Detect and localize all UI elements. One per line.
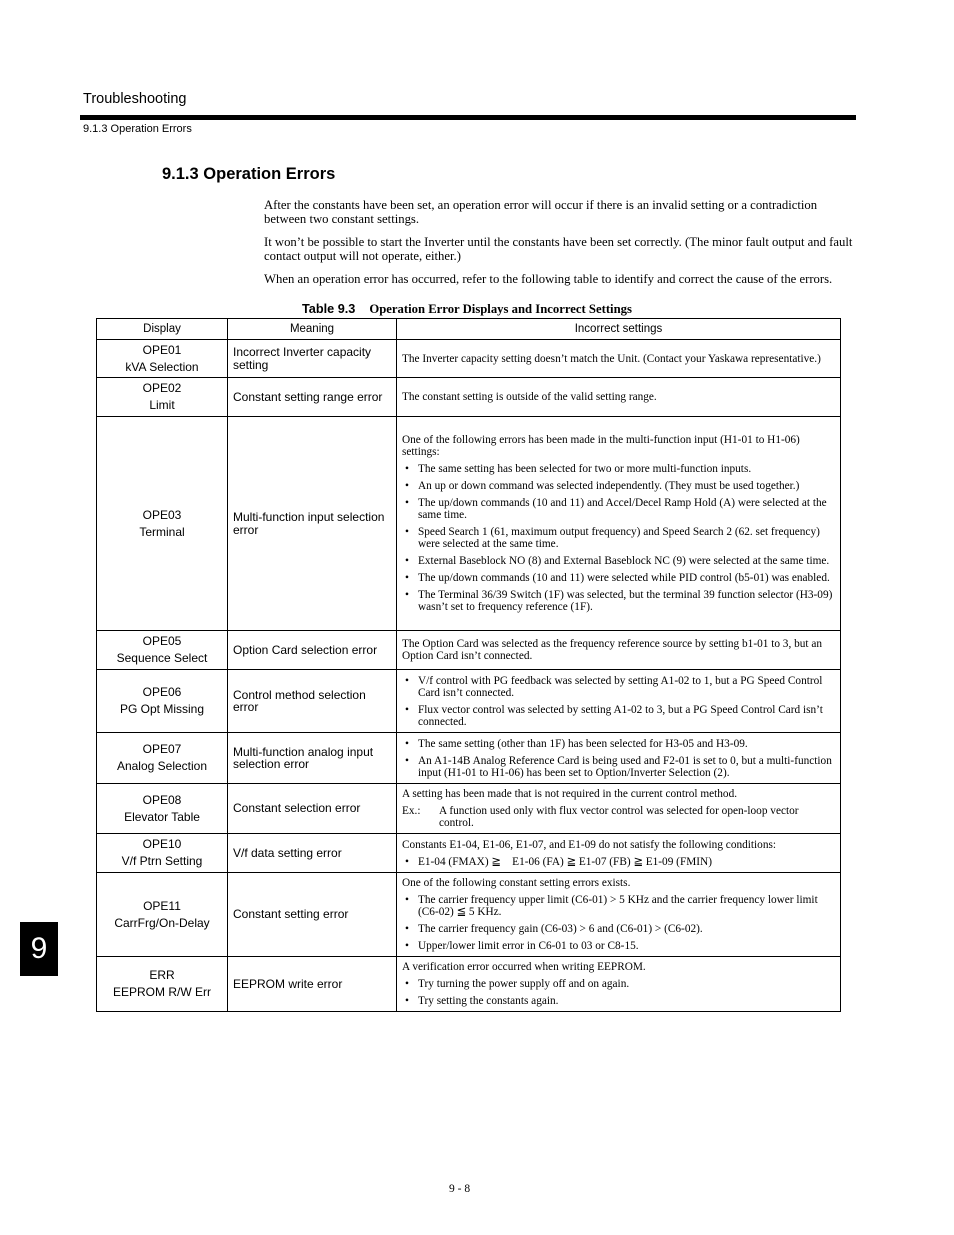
settings-bullet: • The same setting (other than 1F) has been selected for H3-05 and H3-09. bbox=[402, 738, 834, 750]
display-cell bbox=[97, 957, 228, 1012]
meaning-cell: Constant selection error bbox=[228, 784, 397, 834]
settings-bullet: • The up/down commands (10 and 11) were selected while PID control (b5-01) was enabled. bbox=[402, 572, 834, 584]
example-text: A function used only with flux vector control was selected for open-loop vector control. bbox=[439, 805, 799, 829]
table-row bbox=[97, 873, 841, 957]
error-code: OPE06 bbox=[142, 685, 182, 699]
error-code: OPE07 bbox=[142, 742, 182, 756]
settings-bullet: • An up or down command was selected independently. (They must be used together.) bbox=[402, 480, 834, 492]
error-display-name: Sequence Select bbox=[116, 651, 208, 665]
settings-bullet: • Speed Search 1 (61, maximum output frequency) and Speed Search 2 (62. set frequency) were selected at the same time. bbox=[402, 526, 834, 550]
incorrect-settings-cell bbox=[397, 873, 841, 957]
column-header-display: Display bbox=[97, 319, 228, 340]
error-display-name: EEPROM R/W Err bbox=[113, 985, 211, 999]
meaning-cell: V/f data setting error bbox=[228, 834, 397, 873]
settings-bullet: • Try setting the constants again. bbox=[402, 995, 834, 1007]
error-display-name: Elevator Table bbox=[124, 809, 200, 824]
incorrect-settings-cell bbox=[397, 378, 841, 417]
settings-text: A verification error occurred when writing EEPROM. bbox=[402, 961, 646, 973]
meaning-cell: Control method selection error bbox=[228, 670, 397, 733]
settings-bullet: • Try turning the power supply off and on again. bbox=[402, 978, 834, 990]
settings-text: Constants E1-04, E1-06, E1-07, and E1-09 do not satisfy the following conditions: bbox=[402, 838, 777, 851]
meaning-cell: Option Card selection error bbox=[228, 631, 397, 670]
display-cell bbox=[97, 873, 228, 957]
table-row bbox=[97, 957, 841, 1012]
intro-paragraph-2: It won’t be possible to start the Inverter until the constants have been set correctly. (The minor fault output and fault contact output will not operate, either.) bbox=[264, 235, 853, 263]
display-cell bbox=[97, 378, 228, 417]
settings-bullet: • V/f control with PG feedback was selected by setting A1-02 to 1, but a PG Speed Control Card isn’t connected. bbox=[402, 675, 834, 699]
page-number: 9 - 8 bbox=[449, 1183, 471, 1195]
settings-text: The Inverter capacity setting doesn’t match the Unit. (Contact your Yaskawa representative.) bbox=[402, 352, 821, 365]
table-row bbox=[97, 340, 841, 378]
settings-bullet: • The carrier frequency upper limit (C6-01) > 5 KHz and the carrier frequency lower limit (C6-02) ≦ 5 KHz. bbox=[402, 894, 834, 918]
table-label: Table 9.3 bbox=[302, 302, 356, 316]
settings-text: The constant setting is outside of the valid setting range. bbox=[402, 391, 657, 403]
settings-bullet: • External Baseblock NO (8) and External Baseblock NC (9) were selected at the same time. bbox=[402, 555, 834, 567]
table-title: Operation Error Displays and Incorrect Settings bbox=[369, 302, 632, 316]
incorrect-settings-cell bbox=[397, 340, 841, 378]
intro-paragraph-1: After the constants have been set, an operation error will occur if there is an invalid setting or a contradiction between two constant settings. bbox=[264, 198, 818, 226]
settings-text: A setting has been made that is not required in the current control method. bbox=[402, 788, 738, 800]
incorrect-settings-cell bbox=[397, 733, 841, 784]
error-code: OPE02 bbox=[142, 381, 182, 395]
meaning-cell: Multi-function analog input selection error bbox=[228, 733, 397, 784]
error-code: ERR bbox=[149, 968, 175, 982]
settings-text: One of the following constant setting errors exists. bbox=[402, 877, 631, 889]
error-display-name: kVA Selection bbox=[125, 359, 199, 374]
settings-text: The Option Card was selected as the frequency reference source by setting b1-01 to 3, but an Option Card isn’t connected. bbox=[402, 638, 823, 662]
header-rule bbox=[80, 115, 856, 120]
meaning-cell: Incorrect Inverter capacity setting bbox=[228, 340, 397, 378]
error-code: OPE01 bbox=[142, 342, 182, 357]
settings-bullet: • The up/down commands (10 and 11) and Accel/Decel Ramp Hold (A) were selected at the same time. bbox=[402, 497, 834, 521]
incorrect-settings-cell bbox=[397, 631, 841, 670]
error-code: OPE08 bbox=[142, 792, 182, 807]
error-display-name: Analog Selection bbox=[116, 759, 208, 773]
error-code: OPE03 bbox=[142, 507, 182, 522]
table-caption bbox=[302, 302, 632, 317]
table-row bbox=[97, 417, 841, 631]
chapter-tab: 9 bbox=[20, 922, 58, 976]
display-cell bbox=[97, 784, 228, 834]
table-row bbox=[97, 670, 841, 733]
error-display-name: PG Opt Missing bbox=[119, 702, 205, 716]
settings-bullet: • The same setting has been selected for two or more multi-function inputs. bbox=[402, 463, 834, 475]
table-row bbox=[97, 631, 841, 670]
incorrect-settings-cell bbox=[397, 834, 841, 873]
running-head-subsection: 9.1.3 Operation Errors bbox=[83, 123, 192, 135]
settings-example bbox=[402, 805, 834, 829]
settings-bullet: • The carrier frequency gain (C6-03) > 6 and (C6-01) > (C6-02). bbox=[402, 923, 834, 935]
intro-paragraph-3: When an operation error has occurred, refer to the following table to identify and correct the cause of the errors. bbox=[264, 272, 833, 286]
error-display-name: Limit bbox=[149, 398, 175, 412]
settings-text: One of the following errors has been made in the multi-function input (H1-01 to H1-06) settings: bbox=[402, 434, 800, 458]
error-code: OPE10 bbox=[142, 837, 182, 851]
error-display-name: CarrFrg/On-Delay bbox=[114, 915, 210, 930]
display-cell bbox=[97, 670, 228, 733]
display-cell bbox=[97, 733, 228, 784]
operation-error-table bbox=[96, 318, 841, 1012]
section-title: 9.1.3 Operation Errors bbox=[162, 165, 336, 183]
table-row bbox=[97, 834, 841, 873]
example-label: Ex.: bbox=[402, 805, 421, 817]
settings-bullet: • An A1-14B Analog Reference Card is being used and F2-01 is set to 0, but a multi-function input (H1-01 to H1-06) has been set to Option/Inverter Selection (2). bbox=[402, 755, 834, 779]
error-display-name: V/f Ptrn Setting bbox=[121, 854, 203, 868]
settings-bullet: • Upper/lower limit error in C6-01 to 03 or C8-15. bbox=[402, 940, 834, 952]
display-cell bbox=[97, 340, 228, 378]
meaning-cell: Multi-function input selection error bbox=[228, 417, 397, 631]
display-cell bbox=[97, 834, 228, 873]
meaning-cell: Constant setting error bbox=[228, 873, 397, 957]
incorrect-settings-cell bbox=[397, 957, 841, 1012]
display-cell bbox=[97, 631, 228, 670]
error-code: OPE11 bbox=[143, 898, 181, 913]
error-display-name: Terminal bbox=[139, 524, 185, 539]
running-head-title: Troubleshooting bbox=[83, 91, 187, 107]
column-header-incorrect-settings: Incorrect settings bbox=[397, 319, 841, 340]
incorrect-settings-cell bbox=[397, 784, 841, 834]
settings-bullet: • Flux vector control was selected by setting A1-02 to 3, but a PG Speed Control Card isn’t connected. bbox=[402, 704, 834, 728]
table-row bbox=[97, 733, 841, 784]
meaning-cell: Constant setting range error bbox=[228, 378, 397, 417]
table-row bbox=[97, 378, 841, 417]
meaning-cell: EEPROM write error bbox=[228, 957, 397, 1012]
error-code: OPE05 bbox=[142, 634, 182, 648]
incorrect-settings-cell bbox=[397, 670, 841, 733]
settings-bullet: • E1-04 (FMAX) ≧ E1-06 (FA) ≧ E1-07 (FB) ≧ E1-09 (FMIN) bbox=[402, 856, 834, 868]
display-cell bbox=[97, 417, 228, 631]
table-row bbox=[97, 784, 841, 834]
incorrect-settings-cell bbox=[397, 417, 841, 631]
table-header-row bbox=[97, 319, 841, 340]
column-header-meaning: Meaning bbox=[228, 319, 397, 340]
settings-bullet: • The Terminal 36/39 Switch (1F) was selected, but the terminal 39 function selector (H3-09) wasn’t set to frequency reference (1F). bbox=[402, 589, 834, 613]
